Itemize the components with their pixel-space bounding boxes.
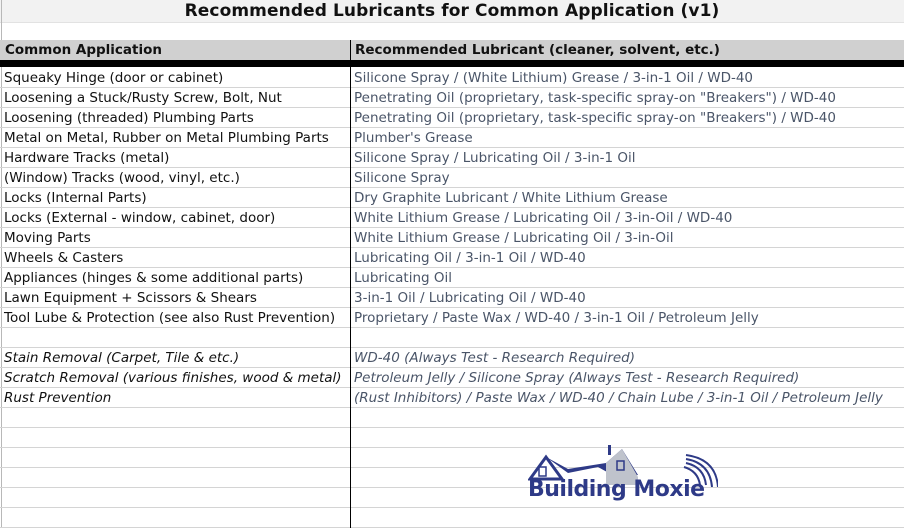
table-row: [0, 308, 904, 328]
title-band: [0, 0, 904, 23]
cell-application[interactable]: Locks (External - window, cabinet, door): [4, 210, 276, 226]
column-divider: [350, 40, 351, 528]
cell-application[interactable]: Appliances (hinges & some additional parts): [4, 270, 304, 286]
cell-lubricant[interactable]: Silicone Spray: [354, 170, 450, 186]
table-row: [0, 168, 904, 188]
table-row: [0, 228, 904, 248]
header-divider-bar: [0, 60, 904, 67]
header-common-application[interactable]: Common Application: [5, 42, 163, 58]
table-row: [0, 188, 904, 208]
cell-lubricant[interactable]: Silicone Spray / (White Lithium) Grease / 3-in-1 Oil / WD-40: [354, 70, 754, 86]
sheet-title[interactable]: Recommended Lubricants for Common Application (v1): [184, 1, 720, 21]
cell-lubricant[interactable]: Lubricating Oil: [354, 270, 452, 286]
table-row: [0, 108, 904, 128]
header-recommended-lubricant[interactable]: Recommended Lubricant (cleaner, solvent, etc.): [355, 42, 720, 58]
table-row: [0, 488, 904, 508]
table-row: [0, 328, 904, 348]
cell-lubricant[interactable]: 3-in-1 Oil / Lubricating Oil / WD-40: [354, 290, 586, 306]
cell-lubricant[interactable]: Penetrating Oil (proprietary, task-specific spray-on "Breakers") / WD-40: [354, 90, 836, 106]
cell-lubricant[interactable]: Penetrating Oil (proprietary, task-specific spray-on "Breakers") / WD-40: [354, 110, 836, 126]
cell-application[interactable]: (Window) Tracks (wood, vinyl, etc.): [4, 170, 240, 186]
cell-application[interactable]: Loosening a Stuck/Rusty Screw, Bolt, Nut: [4, 90, 282, 106]
cell-application[interactable]: Squeaky Hinge (door or cabinet): [4, 70, 224, 86]
table-row: [0, 248, 904, 268]
table-row: [0, 468, 904, 488]
table-row: [0, 208, 904, 228]
spacer-row[interactable]: [0, 23, 904, 40]
cell-lubricant[interactable]: Plumber's Grease: [354, 130, 473, 146]
cell-application[interactable]: Wheels & Casters: [4, 250, 124, 266]
table-row: [0, 88, 904, 108]
table-row: [0, 288, 904, 308]
cell-application[interactable]: Hardware Tracks (metal): [4, 150, 170, 166]
cell-lubricant[interactable]: White Lithium Grease / Lubricating Oil / 3-in-Oil: [354, 230, 674, 246]
table-row: [0, 68, 904, 88]
cell-application[interactable]: Locks (Internal Parts): [4, 190, 147, 206]
cell-application[interactable]: Stain Removal (Carpet, Tile & etc.): [4, 350, 240, 366]
cell-lubricant[interactable]: WD-40 (Always Test - Research Required): [354, 350, 636, 366]
table-row: [0, 268, 904, 288]
table-row: [0, 368, 904, 388]
cell-lubricant[interactable]: Petroleum Jelly / Silicone Spray (Always Test - Research Required): [354, 370, 800, 386]
table-row: [0, 148, 904, 168]
table-row: [0, 348, 904, 368]
table-row: [0, 508, 904, 528]
cell-lubricant[interactable]: Silicone Spray / Lubricating Oil / 3-in-1 Oil: [354, 150, 636, 166]
table-row: [0, 408, 904, 428]
cell-application[interactable]: Scratch Removal (various finishes, wood & metal): [4, 370, 342, 386]
cell-application[interactable]: Rust Prevention: [4, 390, 112, 406]
cell-application[interactable]: Moving Parts: [4, 230, 91, 246]
cell-application[interactable]: Loosening (threaded) Plumbing Parts: [4, 110, 254, 126]
table-row: [0, 388, 904, 408]
cell-application[interactable]: Tool Lube & Protection (see also Rust Prevention): [4, 310, 336, 326]
cell-lubricant[interactable]: Proprietary / Paste Wax / WD-40 / 3-in-1 Oil / Petroleum Jelly: [354, 310, 759, 326]
cell-lubricant[interactable]: Lubricating Oil / 3-in-1 Oil / WD-40: [354, 250, 586, 266]
cell-application[interactable]: Metal on Metal, Rubber on Metal Plumbing Parts: [4, 130, 329, 146]
table-row: [0, 128, 904, 148]
building-moxie-logo: [528, 443, 718, 513]
table-body: [0, 68, 904, 528]
cell-lubricant[interactable]: White Lithium Grease / Lubricating Oil / 3-in-Oil / WD-40: [354, 210, 733, 226]
cell-lubricant[interactable]: Dry Graphite Lubricant / White Lithium Grease: [354, 190, 668, 206]
cell-lubricant[interactable]: (Rust Inhibitors) / Paste Wax / WD-40 / Chain Lube / 3-in-1 Oil / Petroleum Jelly: [354, 390, 883, 406]
table-row: [0, 448, 904, 468]
column-header-row: [0, 40, 904, 60]
cell-application[interactable]: Lawn Equipment + Scissors & Shears: [4, 290, 257, 306]
logo-text: Building Moxie: [528, 477, 705, 502]
table-row: [0, 428, 904, 448]
